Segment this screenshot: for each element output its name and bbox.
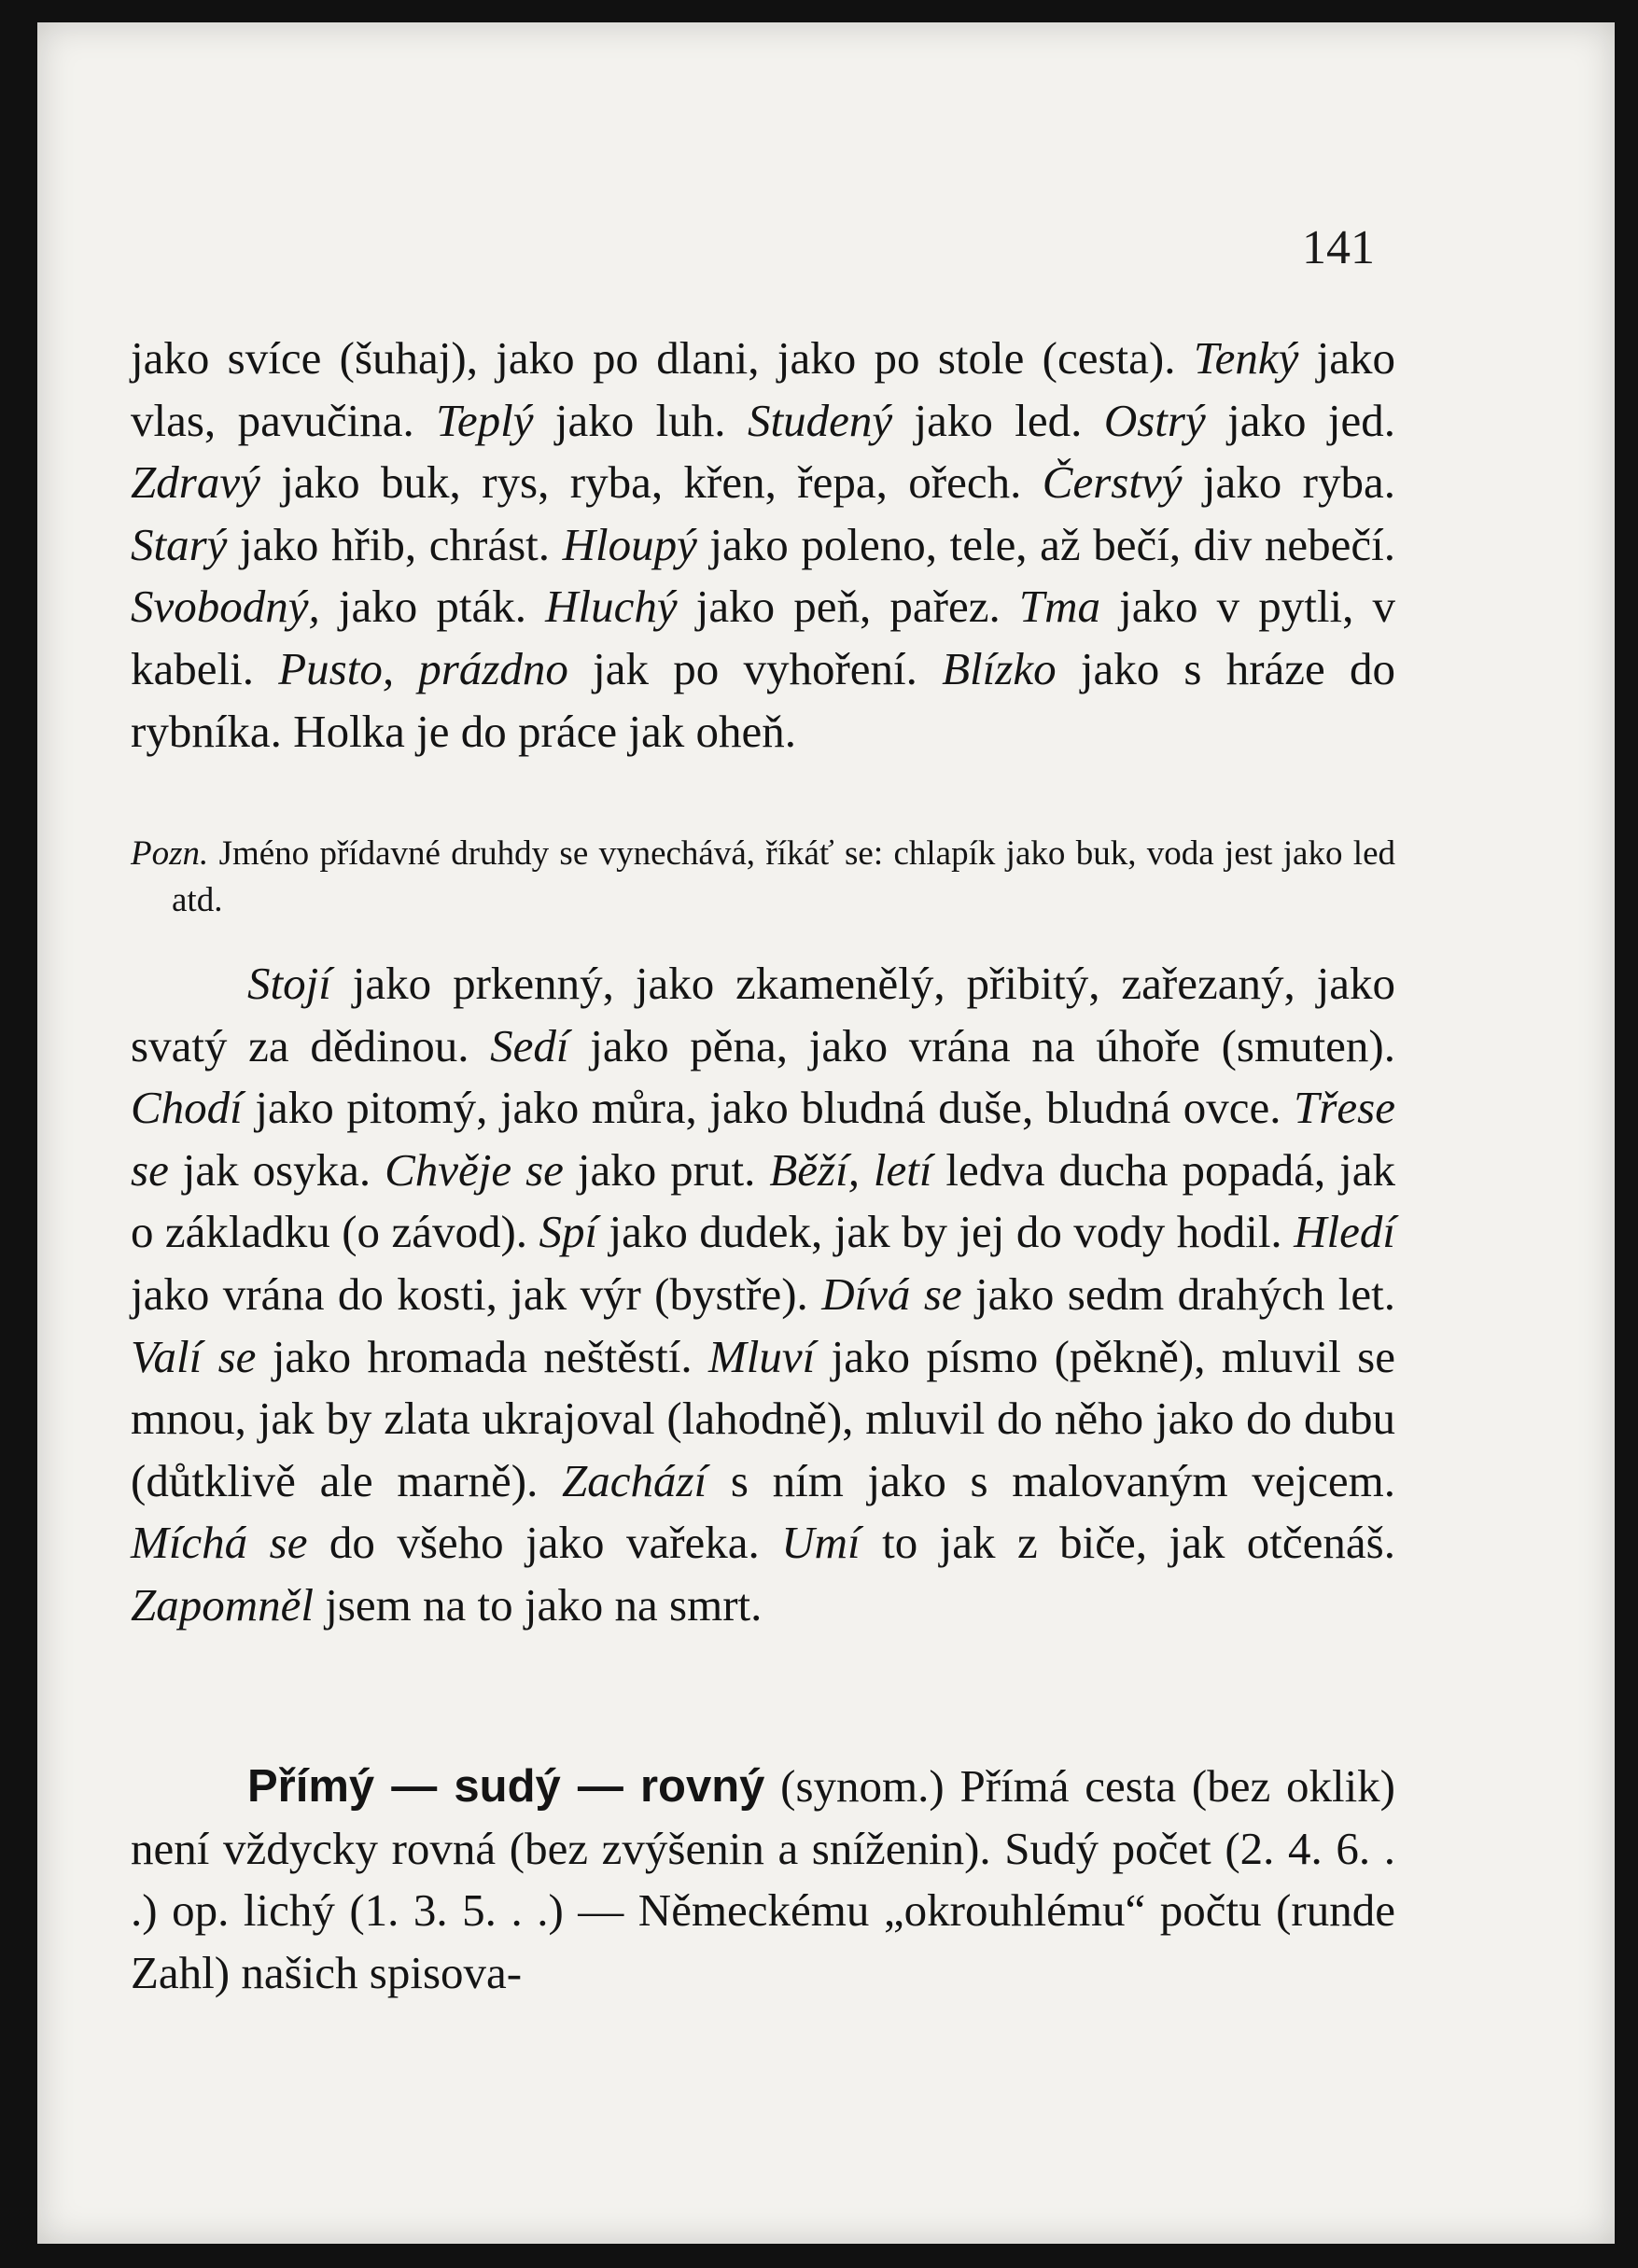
paragraph-similes-adjectives (131, 328, 1395, 763)
text-run: Chvěje se (385, 1143, 564, 1196)
text-run: Běží, letí (769, 1143, 932, 1196)
text-run: Jméno přídavné druhdy se vynechává, říkáť se: chlapík jako buk, voda jest jako led atd. (172, 834, 1395, 919)
text-run: jako v pytli, v kabeli. (131, 581, 1395, 694)
text-run: jako svíce (šuhaj), jako po dlani, jako po stole (cesta). (131, 332, 1194, 384)
text-run: Zdravý (131, 456, 260, 509)
text-run: jako vlas, pavučina. (131, 332, 1395, 446)
text-run: Zachází (562, 1454, 707, 1506)
text-run: ledva ducha popadá, jak o základku (o závod). (131, 1143, 1396, 1258)
page-number: 141 (1302, 221, 1375, 274)
text-run: Míchá se (131, 1517, 308, 1569)
text-run: jako poleno, tele, až bečí, div nebečí. (696, 518, 1396, 570)
text-run: Hledí (1294, 1206, 1395, 1258)
paragraph-3 (131, 1756, 1395, 2004)
text-run: jako sedm drahých let. (961, 1267, 1395, 1320)
text-run: jako dudek, jak by jej do vody hodil. (597, 1206, 1295, 1258)
text-run: jak osyka. (168, 1143, 385, 1196)
text-run: Stojí (247, 958, 331, 1009)
text-run: jako ryba. (1182, 456, 1395, 509)
text-run: Tenký (1193, 332, 1299, 384)
text-run: jako peň, pařez. (677, 581, 1019, 633)
text-run: jako pěna, jako vrána na úhoře (smuten). (568, 1019, 1395, 1071)
text-run: Dívá se (821, 1267, 962, 1320)
book-page (37, 22, 1615, 2244)
text-run: Sedí (490, 1019, 569, 1071)
paragraph-1 (131, 328, 1395, 763)
text-run: jako vrána do kosti, jak výr (bystře). (131, 1267, 822, 1320)
note-block (131, 831, 1395, 924)
text-run: Mluví (707, 1330, 816, 1382)
text-run: jako luh. (533, 394, 748, 446)
text-run: jako prut. (563, 1143, 770, 1196)
text-run: Starý (131, 518, 228, 570)
text-run: jako pitomý, jako můra, jako bludná duše, bludná ovce. (242, 1082, 1295, 1134)
text-run: Třese se (131, 1082, 1395, 1196)
text-run: jako buk, rys, ryba, křen, řepa, ořech. (259, 456, 1043, 509)
paragraph-similes-verbs (131, 953, 1395, 1637)
text-run: jako hromada neštěstí. (256, 1330, 708, 1382)
text-run: Chodí (131, 1082, 243, 1134)
text-run: Studený (747, 394, 893, 446)
text-run: Spí (539, 1206, 598, 1258)
text-run: Ostrý (1103, 394, 1206, 446)
text-run: Přímý — sudý — rovný (247, 1761, 765, 1812)
text-run: jak po vyhoření. (567, 642, 943, 694)
text-run: jako jed. (1205, 394, 1395, 446)
text-run: Čerstvý (1042, 456, 1183, 509)
text-run: Pozn. (131, 834, 209, 873)
text-run: Svobodný, (131, 581, 320, 633)
text-run: Zapomněl (131, 1578, 314, 1631)
text-run: Hluchý (545, 581, 678, 633)
text-run: jako prkenný, jako zkamenělý, přibitý, zařezaný, jako svatý za dědinou. (131, 958, 1395, 1071)
note-paragraph (131, 831, 1395, 924)
text-run: do všeho jako vařeka. (307, 1517, 782, 1569)
text-run: jsem na to jako na smrt. (314, 1578, 763, 1631)
text-run: Hloupý (562, 518, 697, 570)
text-run: jako písmo (pěkně), mluvil se mnou, jak by zlata ukrajoval (lahodně), mluvil do něho jako do dubu (důtklivě ale marně). (131, 1330, 1395, 1506)
text-run: Tma (1018, 581, 1100, 633)
text-run: Umí (781, 1517, 861, 1569)
text-run: Teplý (436, 394, 534, 446)
text-run: jako led. (892, 394, 1104, 446)
paragraph-2 (131, 953, 1395, 1637)
paragraph-synonyms (131, 1756, 1395, 2004)
text-run: (synom.) Přímá cesta (bez oklik) není vždycky rovná (bez zvýšenin a sníženin). Sudý počet (2. 4. 6. . .) op. lichý (1. 3. 5. . .) — Německému „okrouhlému“ počtu (runde Zahl) našich spisova- (131, 1760, 1395, 1998)
text-run: jako hřib, chrást. (227, 518, 563, 570)
text-run: Valí se (131, 1330, 257, 1382)
text-run: jako s hráze do rybníka. Holka je do práce jak oheň. (131, 642, 1395, 757)
text-run: Pusto, prázdno (278, 642, 568, 694)
text-run: to jak z biče, jak otčenáš. (860, 1517, 1395, 1569)
text-run: Blízko (942, 642, 1057, 694)
text-run: s ním jako s malovaným vejcem. (707, 1454, 1395, 1506)
text-run: jako pták. (319, 581, 546, 633)
